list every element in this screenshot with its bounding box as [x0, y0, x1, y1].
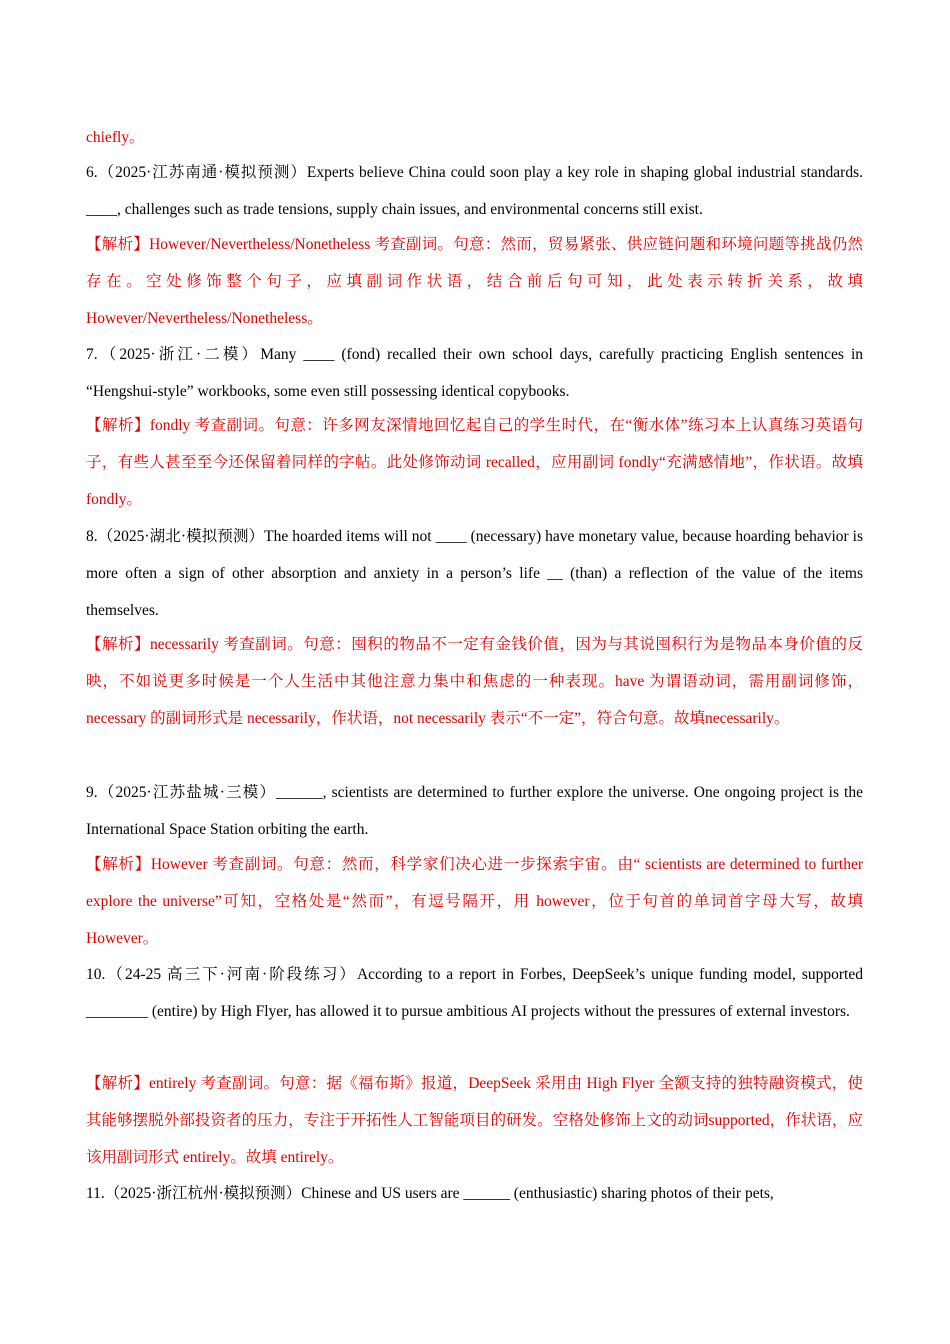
- question-6: 6.（2025·江苏南通·模拟预测）Experts believe China could soon play a key role in shaping global industrial standards. ____, challenges such as trade tensions, supply chain issues, and environmental concerns still exist.: [86, 164, 863, 218]
- question-11: 11.（2025·浙江杭州·模拟预测）Chinese and US users are ______ (enthusiastic) sharing photos of their pets,: [86, 1185, 774, 1202]
- question-7: 7.（2025·浙江·二模）Many ____ (fond) recalled their own school days, carefully practicing English sentences in “Hengshui-style” workbooks, some even still possessing identical copybooks.: [86, 346, 863, 400]
- question-10: 10.（24-25 高三下·河南·阶段练习）According to a report in Forbes, DeepSeek’s unique funding model, supported ________ (entire) by High Flyer, has allowed it to pursue ambitious AI projects without the pressures of external investors.: [86, 966, 863, 1020]
- answer-9: 【解析】However 考查副词。句意：然而，科学家们决心进一步探索宇宙。由“ scientists are determined to further explore the universe”可知，空格处是“然而”，有逗号隔开，用 however，位于句首的单词首字母大写，故填 However。: [86, 856, 863, 947]
- question-9: 9.（2025·江苏盐城·三模）______, scientists are determined to further explore the universe. One ongoing project is the International Space Station orbiting the earth.: [86, 784, 863, 838]
- answer-5-tail: chiefly。: [86, 129, 145, 146]
- question-8: 8.（2025·湖北·模拟预测）The hoarded items will not ____ (necessary) have monetary value, because hoarding behavior is more often a sign of other absorption and anxiety in a person’s life __ (than) a reflection of the value of the items themselves.: [86, 528, 863, 619]
- answer-6: 【解析】However/Nevertheless/Nonetheless 考查副词。句意：然而，贸易紧张、供应链问题和环境问题等挑战仍然存在。空处修饰整个句子，应填副词作状语，结合前后句可知，此处表示转折关系，故填However/Nevertheless/Nonetheless。: [86, 236, 863, 327]
- answer-7: 【解析】fondly 考查副词。句意：许多网友深情地回忆起自己的学生时代，在“衡水体”练习本上认真练习英语句子，有些人甚至至今还保留着同样的字帖。此处修饰动词 recalled，应用副词 fondly“充满感情地”，作状语。故填 fondly。: [86, 417, 863, 508]
- answer-8: 【解析】necessarily 考查副词。句意：囤积的物品不一定有金钱价值，因为与其说囤积行为是物品本身价值的反映，不如说更多时候是一个人生活中其他注意力集中和焦虑的一种表现。have 为谓语动词，需用副词修饰，necessary 的副词形式是 necessarily，作状语，not necessarily 表示“不一定”，符合句意。故填necessarily。: [86, 636, 863, 727]
- answer-10: 【解析】entirely 考查副词。句意：据《福布斯》报道，DeepSeek 采用由 High Flyer 全额支持的独特融资模式，使其能够摆脱外部投资者的压力，专注于开拓性人工智能项目的研发。空格处修饰上文的动词supported，作状语，应该用副词形式 entirely。故填 entirely。: [86, 1075, 863, 1166]
